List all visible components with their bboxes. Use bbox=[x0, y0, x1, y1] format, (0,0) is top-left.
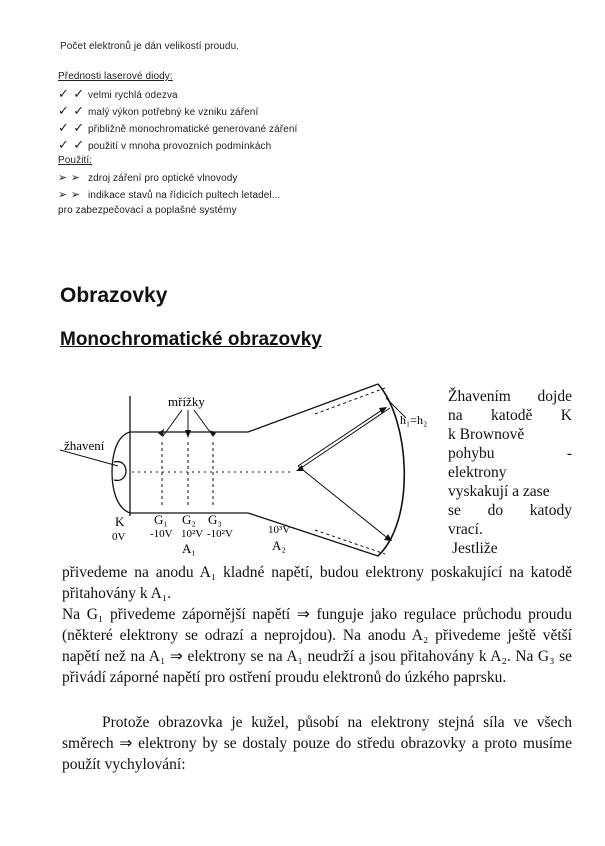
side-line: elektrony bbox=[448, 464, 507, 481]
intro-line: Počet elektronů je dán velikostí proudu. bbox=[60, 41, 240, 52]
cone-dash-bottom bbox=[315, 530, 385, 554]
side-text bbox=[448, 387, 572, 558]
side-line: vyskakují a zase bbox=[448, 483, 550, 500]
label-A2-voltage: 10³V bbox=[268, 524, 291, 536]
label-G2: G₂ bbox=[182, 512, 196, 527]
label-K-voltage: 0V bbox=[112, 531, 126, 543]
arrow-bullet-icon: ➢ ➢ bbox=[58, 188, 81, 201]
usage-item: ➢ ➢ indikace stavů na řídicích pultech letadel... bbox=[58, 188, 281, 201]
advantages-heading: Přednosti laserové diody: bbox=[58, 71, 173, 82]
advantage-item: ✓ ✓ přibližně monochromatické generované záření bbox=[58, 121, 298, 136]
side-line: na katodě K bbox=[448, 407, 572, 424]
beam-arrow bbox=[298, 408, 390, 470]
checkmark-icon: ✓ ✓ bbox=[58, 104, 85, 119]
tube-neck bbox=[112, 432, 130, 513]
usage-continuation: pro zabezpečovací a poplašné systémy bbox=[58, 205, 237, 216]
label-heating: žhavení bbox=[64, 438, 105, 453]
cone-dash-top bbox=[315, 388, 385, 414]
side-line: Žhavením dojde bbox=[448, 388, 572, 405]
section-title: Obrazovky bbox=[60, 284, 168, 307]
label-G3-voltage: -10²V bbox=[207, 528, 233, 540]
beam-arrow bbox=[298, 466, 390, 540]
arrow-bullet-icon: ➢ ➢ bbox=[58, 171, 81, 184]
advantage-item: ✓ ✓ použití v mnoha provozních podmínkách bbox=[58, 138, 272, 153]
label-G3: G₃ bbox=[208, 512, 222, 527]
label-grids: mřížky bbox=[168, 394, 205, 409]
side-line: se do katody bbox=[448, 502, 572, 519]
side-line: vrací. bbox=[448, 521, 483, 538]
cathode bbox=[114, 462, 126, 481]
label-A1: A₁ bbox=[182, 541, 196, 556]
label-G1-voltage: -10V bbox=[150, 528, 173, 540]
paragraph: Protože obrazovka je kužel, působí na elektrony stejná síla ve všech směrech ⇒ elektrony by se dostaly pouze do středu obrazovky a proto musíme použít vychylování: bbox=[62, 714, 572, 773]
label-h: h₁=h₂ bbox=[400, 413, 428, 427]
checkmark-icon: ✓ ✓ bbox=[58, 87, 85, 102]
checkmark-icon: ✓ ✓ bbox=[58, 121, 85, 136]
label-G1: G₁ bbox=[154, 512, 168, 527]
usage-heading: Použití: bbox=[58, 155, 93, 166]
crt-diagram bbox=[60, 380, 446, 560]
label-K: K bbox=[115, 514, 125, 529]
label-A2: A₂ bbox=[272, 538, 286, 553]
usage-item: ➢ ➢ zdroj záření pro optické vlnovody bbox=[58, 171, 238, 184]
side-line: k Brownově bbox=[448, 426, 525, 443]
paragraph: Na G₁ přivedeme zápornější napětí ⇒ funguje jako regulace průchodu proudu (některé elektrony se odrazí a neprojdou). Na anodu A₂ přivedeme ještě větší napětí než na A₁ ⇒ elektrony se na A₁ neudrží a jsou přitahovány k A₂. Na G₃ se přivádí záporné napětí pro ostření proudu elektronů do úzkého paprsku. bbox=[62, 606, 572, 686]
paragraph: přivedeme na anodu A₁ kladné napětí, budou elektrony poskakující na katodě přitahovány k A₁. bbox=[62, 564, 572, 602]
side-line: Jestliže bbox=[452, 540, 498, 557]
checkmark-icon: ✓ ✓ bbox=[58, 138, 85, 153]
advantage-item: ✓ ✓ malý výkon potřebný ke vzniku záření bbox=[58, 104, 259, 119]
subsection-title: Monochromatické obrazovky bbox=[60, 329, 322, 350]
label-G2-voltage: 10²V bbox=[181, 528, 204, 540]
side-line: pohybu - bbox=[448, 445, 572, 462]
beam-arrow bbox=[298, 408, 385, 466]
advantage-item: ✓ ✓ velmi rychlá odezva bbox=[58, 87, 178, 102]
